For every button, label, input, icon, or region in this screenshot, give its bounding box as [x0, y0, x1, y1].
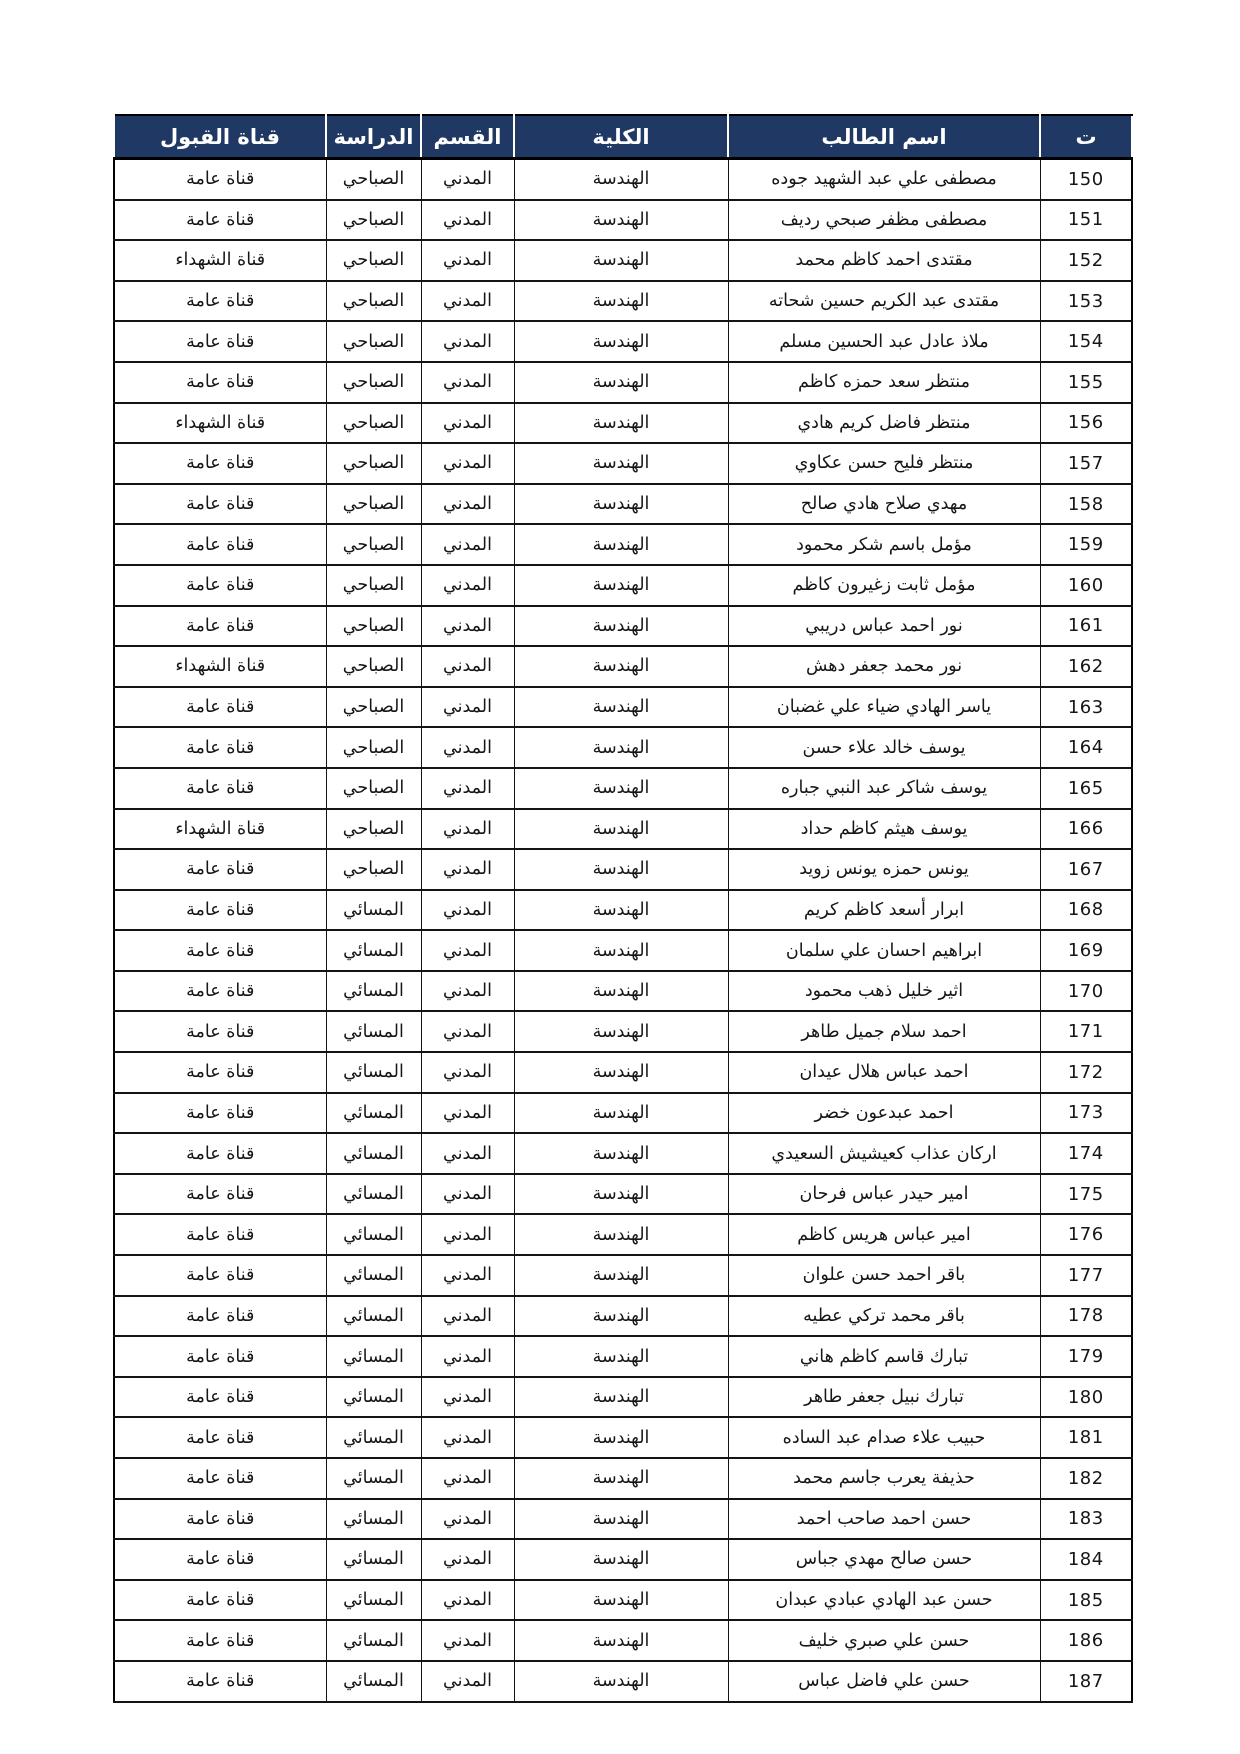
cell-serial: 162 — [1040, 646, 1132, 687]
cell-study: الصباحي — [326, 768, 421, 809]
cell-name: حسن عبد الهادي عبادي عبدان — [728, 1580, 1040, 1621]
table-row — [114, 1174, 1132, 1215]
cell-college: الهندسة — [514, 1133, 728, 1174]
cell-channel: قناة عامة — [114, 1011, 326, 1052]
cell-study: الصباحي — [326, 849, 421, 890]
cell-college: الهندسة — [514, 768, 728, 809]
cell-study: الصباحي — [326, 727, 421, 768]
cell-channel: قناة عامة — [114, 524, 326, 565]
cell-channel: قناة عامة — [114, 1539, 326, 1580]
cell-dept: المدني — [421, 1458, 514, 1499]
cell-serial: 158 — [1040, 484, 1132, 525]
cell-study: المسائي — [326, 1255, 421, 1296]
cell-name: حسن صالح مهدي جباس — [728, 1539, 1040, 1580]
cell-name: مهدي صلاح هادي صالح — [728, 484, 1040, 525]
cell-serial: 151 — [1040, 200, 1132, 241]
cell-college: الهندسة — [514, 1052, 728, 1093]
cell-channel: قناة عامة — [114, 443, 326, 484]
header-cell-serial: ت — [1040, 115, 1132, 159]
cell-name: حسن علي صبري خليف — [728, 1620, 1040, 1661]
cell-channel: قناة عامة — [114, 565, 326, 606]
cell-name: نور احمد عباس دريبي — [728, 606, 1040, 647]
cell-name: ابراهيم احسان علي سلمان — [728, 930, 1040, 971]
cell-name: يوسف شاكر عبد النبي جباره — [728, 768, 1040, 809]
cell-college: الهندسة — [514, 1174, 728, 1215]
cell-serial: 179 — [1040, 1336, 1132, 1377]
cell-name: حبيب علاء صدام عبد الساده — [728, 1417, 1040, 1458]
cell-dept: المدني — [421, 1336, 514, 1377]
header-cell-name: اسم الطالب — [728, 115, 1040, 159]
cell-study: المسائي — [326, 1296, 421, 1337]
cell-channel: قناة عامة — [114, 484, 326, 525]
cell-college: الهندسة — [514, 1296, 728, 1337]
cell-channel: قناة عامة — [114, 1458, 326, 1499]
cell-serial: 178 — [1040, 1296, 1132, 1337]
header-cell-study: الدراسة — [326, 115, 421, 159]
cell-name: ملاذ عادل عبد الحسين مسلم — [728, 321, 1040, 362]
cell-college: الهندسة — [514, 1011, 728, 1052]
cell-study: المسائي — [326, 1499, 421, 1540]
cell-serial: 170 — [1040, 971, 1132, 1012]
table-row — [114, 1580, 1132, 1621]
cell-study: الصباحي — [326, 443, 421, 484]
cell-college: الهندسة — [514, 1093, 728, 1134]
cell-dept: المدني — [421, 930, 514, 971]
cell-serial: 176 — [1040, 1214, 1132, 1255]
cell-dept: المدني — [421, 524, 514, 565]
cell-college: الهندسة — [514, 362, 728, 403]
table-row — [114, 1539, 1132, 1580]
cell-serial: 166 — [1040, 809, 1132, 850]
cell-college: الهندسة — [514, 443, 728, 484]
cell-college: الهندسة — [514, 565, 728, 606]
cell-study: المسائي — [326, 1580, 421, 1621]
cell-channel: قناة عامة — [114, 1620, 326, 1661]
cell-channel: قناة عامة — [114, 1661, 326, 1702]
cell-channel: قناة عامة — [114, 1133, 326, 1174]
cell-name: مصطفى مظفر صبحي رديف — [728, 200, 1040, 241]
cell-dept: المدني — [421, 1093, 514, 1134]
cell-study: الصباحي — [326, 606, 421, 647]
table-row — [114, 687, 1132, 728]
cell-study: المسائي — [326, 1417, 421, 1458]
cell-study: الصباحي — [326, 200, 421, 241]
cell-name: امير عباس هريس كاظم — [728, 1214, 1040, 1255]
cell-college: الهندسة — [514, 687, 728, 728]
cell-study: المسائي — [326, 971, 421, 1012]
cell-name: منتظر سعد حمزه كاظم — [728, 362, 1040, 403]
cell-dept: المدني — [421, 159, 514, 200]
cell-serial: 184 — [1040, 1539, 1132, 1580]
cell-name: تبارك قاسم كاظم هاني — [728, 1336, 1040, 1377]
cell-serial: 172 — [1040, 1052, 1132, 1093]
cell-name: احمد عبدعون خضر — [728, 1093, 1040, 1134]
cell-study: المسائي — [326, 1011, 421, 1052]
cell-dept: المدني — [421, 890, 514, 931]
cell-study: الصباحي — [326, 362, 421, 403]
cell-dept: المدني — [421, 321, 514, 362]
table-row — [114, 1052, 1132, 1093]
table-row — [114, 727, 1132, 768]
cell-dept: المدني — [421, 403, 514, 444]
cell-serial: 187 — [1040, 1661, 1132, 1702]
cell-serial: 174 — [1040, 1133, 1132, 1174]
cell-dept: المدني — [421, 1011, 514, 1052]
cell-dept: المدني — [421, 1499, 514, 1540]
cell-name: يوسف خالد علاء حسن — [728, 727, 1040, 768]
cell-serial: 173 — [1040, 1093, 1132, 1134]
cell-dept: المدني — [421, 200, 514, 241]
table-row — [114, 930, 1132, 971]
cell-name: اركان عذاب كعيشيش السعيدي — [728, 1133, 1040, 1174]
cell-study: الصباحي — [326, 687, 421, 728]
cell-study: المسائي — [326, 1539, 421, 1580]
table-row — [114, 565, 1132, 606]
cell-college: الهندسة — [514, 159, 728, 200]
cell-serial: 177 — [1040, 1255, 1132, 1296]
cell-study: الصباحي — [326, 281, 421, 322]
cell-dept: المدني — [421, 443, 514, 484]
cell-serial: 186 — [1040, 1620, 1132, 1661]
table-row — [114, 281, 1132, 322]
cell-dept: المدني — [421, 768, 514, 809]
cell-name: منتظر فليح حسن عكاوي — [728, 443, 1040, 484]
cell-channel: قناة عامة — [114, 1499, 326, 1540]
cell-channel: قناة عامة — [114, 1580, 326, 1621]
cell-college: الهندسة — [514, 524, 728, 565]
table-row — [114, 159, 1132, 200]
cell-channel: قناة عامة — [114, 362, 326, 403]
cell-study: المسائي — [326, 1133, 421, 1174]
cell-college: الهندسة — [514, 1458, 728, 1499]
cell-channel: قناة عامة — [114, 1174, 326, 1215]
cell-name: يونس حمزه يونس زويد — [728, 849, 1040, 890]
cell-channel: قناة عامة — [114, 687, 326, 728]
cell-college: الهندسة — [514, 240, 728, 281]
cell-serial: 152 — [1040, 240, 1132, 281]
table-row — [114, 849, 1132, 890]
cell-dept: المدني — [421, 971, 514, 1012]
cell-college: الهندسة — [514, 809, 728, 850]
cell-study: الصباحي — [326, 809, 421, 850]
cell-college: الهندسة — [514, 1336, 728, 1377]
cell-study: المسائي — [326, 1174, 421, 1215]
cell-serial: 180 — [1040, 1377, 1132, 1418]
table-row — [114, 443, 1132, 484]
table-row — [114, 1377, 1132, 1418]
cell-channel: قناة عامة — [114, 1417, 326, 1458]
cell-channel: قناة عامة — [114, 281, 326, 322]
cell-channel: قناة عامة — [114, 849, 326, 890]
cell-serial: 150 — [1040, 159, 1132, 200]
cell-channel: قناة عامة — [114, 1296, 326, 1337]
cell-dept: المدني — [421, 1580, 514, 1621]
cell-dept: المدني — [421, 281, 514, 322]
cell-college: الهندسة — [514, 200, 728, 241]
cell-serial: 185 — [1040, 1580, 1132, 1621]
cell-serial: 159 — [1040, 524, 1132, 565]
table-row — [114, 484, 1132, 525]
cell-college: الهندسة — [514, 403, 728, 444]
cell-name: حذيفة يعرب جاسم محمد — [728, 1458, 1040, 1499]
table-row — [114, 321, 1132, 362]
cell-study: المسائي — [326, 1377, 421, 1418]
header-cell-channel: قناة القبول — [114, 115, 326, 159]
cell-college: الهندسة — [514, 1580, 728, 1621]
cell-channel: قناة عامة — [114, 606, 326, 647]
cell-college: الهندسة — [514, 971, 728, 1012]
cell-college: الهندسة — [514, 1499, 728, 1540]
cell-name: ياسر الهادي ضياء علي غضبان — [728, 687, 1040, 728]
cell-study: المسائي — [326, 1661, 421, 1702]
table-row — [114, 1011, 1132, 1052]
table-row — [114, 1458, 1132, 1499]
table-header-row — [114, 115, 1132, 159]
cell-serial: 169 — [1040, 930, 1132, 971]
cell-channel: قناة الشهداء — [114, 403, 326, 444]
cell-serial: 181 — [1040, 1417, 1132, 1458]
cell-study: المسائي — [326, 1214, 421, 1255]
cell-serial: 171 — [1040, 1011, 1132, 1052]
cell-name: احمد عباس هلال عيدان — [728, 1052, 1040, 1093]
cell-channel: قناة عامة — [114, 1255, 326, 1296]
table-row — [114, 1296, 1132, 1337]
header-cell-dept: القسم — [421, 115, 514, 159]
table-row — [114, 768, 1132, 809]
table-row — [114, 1620, 1132, 1661]
cell-name: امير حيدر عباس فرحان — [728, 1174, 1040, 1215]
cell-channel: قناة عامة — [114, 890, 326, 931]
cell-college: الهندسة — [514, 727, 728, 768]
cell-serial: 161 — [1040, 606, 1132, 647]
cell-college: الهندسة — [514, 484, 728, 525]
cell-serial: 157 — [1040, 443, 1132, 484]
cell-dept: المدني — [421, 646, 514, 687]
cell-study: الصباحي — [326, 524, 421, 565]
cell-serial: 165 — [1040, 768, 1132, 809]
cell-name: تبارك نبيل جعفر طاهر — [728, 1377, 1040, 1418]
table-row — [114, 646, 1132, 687]
cell-dept: المدني — [421, 1255, 514, 1296]
cell-name: منتظر فاضل كريم هادي — [728, 403, 1040, 444]
cell-dept: المدني — [421, 809, 514, 850]
cell-dept: المدني — [421, 1214, 514, 1255]
cell-study: الصباحي — [326, 240, 421, 281]
cell-serial: 182 — [1040, 1458, 1132, 1499]
cell-dept: المدني — [421, 362, 514, 403]
cell-name: مقتدى احمد كاظم محمد — [728, 240, 1040, 281]
cell-channel: قناة عامة — [114, 1093, 326, 1134]
cell-study: المسائي — [326, 1336, 421, 1377]
table-body — [114, 159, 1132, 1702]
cell-serial: 154 — [1040, 321, 1132, 362]
cell-dept: المدني — [421, 1661, 514, 1702]
cell-channel: قناة الشهداء — [114, 809, 326, 850]
cell-name: باقر محمد تركي عطيه — [728, 1296, 1040, 1337]
cell-serial: 164 — [1040, 727, 1132, 768]
cell-college: الهندسة — [514, 606, 728, 647]
cell-name: باقر احمد حسن علوان — [728, 1255, 1040, 1296]
cell-college: الهندسة — [514, 890, 728, 931]
cell-channel: قناة الشهداء — [114, 646, 326, 687]
cell-serial: 163 — [1040, 687, 1132, 728]
cell-study: الصباحي — [326, 565, 421, 606]
cell-serial: 160 — [1040, 565, 1132, 606]
cell-dept: المدني — [421, 687, 514, 728]
cell-study: المسائي — [326, 890, 421, 931]
cell-channel: قناة عامة — [114, 321, 326, 362]
cell-serial: 183 — [1040, 1499, 1132, 1540]
cell-college: الهندسة — [514, 281, 728, 322]
cell-channel: قناة عامة — [114, 1052, 326, 1093]
cell-channel: قناة عامة — [114, 727, 326, 768]
cell-study: الصباحي — [326, 159, 421, 200]
cell-dept: المدني — [421, 606, 514, 647]
cell-channel: قناة الشهداء — [114, 240, 326, 281]
cell-serial: 175 — [1040, 1174, 1132, 1215]
cell-study: المسائي — [326, 1093, 421, 1134]
cell-name: يوسف هيثم كاظم حداد — [728, 809, 1040, 850]
cell-college: الهندسة — [514, 646, 728, 687]
cell-dept: المدني — [421, 849, 514, 890]
cell-college: الهندسة — [514, 1620, 728, 1661]
cell-study: الصباحي — [326, 403, 421, 444]
cell-dept: المدني — [421, 565, 514, 606]
table-row — [114, 809, 1132, 850]
cell-study: المسائي — [326, 1620, 421, 1661]
cell-serial: 153 — [1040, 281, 1132, 322]
cell-dept: المدني — [421, 1174, 514, 1215]
table-row — [114, 1214, 1132, 1255]
cell-name: مقتدى عبد الكريم حسين شحاته — [728, 281, 1040, 322]
cell-college: الهندسة — [514, 1255, 728, 1296]
cell-college: الهندسة — [514, 1214, 728, 1255]
cell-serial: 155 — [1040, 362, 1132, 403]
cell-dept: المدني — [421, 727, 514, 768]
cell-name: مصطفى علي عبد الشهيد جوده — [728, 159, 1040, 200]
cell-name: احمد سلام جميل طاهر — [728, 1011, 1040, 1052]
table-row — [114, 1336, 1132, 1377]
cell-serial: 156 — [1040, 403, 1132, 444]
cell-college: الهندسة — [514, 1539, 728, 1580]
cell-name: مؤمل باسم شكر محمود — [728, 524, 1040, 565]
cell-study: الصباحي — [326, 646, 421, 687]
cell-dept: المدني — [421, 1377, 514, 1418]
cell-channel: قناة عامة — [114, 1336, 326, 1377]
cell-name: اثير خليل ذهب محمود — [728, 971, 1040, 1012]
cell-serial: 168 — [1040, 890, 1132, 931]
cell-channel: قناة عامة — [114, 1214, 326, 1255]
cell-dept: المدني — [421, 1620, 514, 1661]
cell-channel: قناة عامة — [114, 971, 326, 1012]
cell-college: الهندسة — [514, 1661, 728, 1702]
cell-channel: قناة عامة — [114, 930, 326, 971]
table-row — [114, 240, 1132, 281]
table-row — [114, 1417, 1132, 1458]
cell-study: الصباحي — [326, 321, 421, 362]
cell-name: حسن علي فاضل عباس — [728, 1661, 1040, 1702]
cell-dept: المدني — [421, 240, 514, 281]
cell-college: الهندسة — [514, 321, 728, 362]
cell-dept: المدني — [421, 1539, 514, 1580]
table-row — [114, 403, 1132, 444]
students-table — [113, 114, 1133, 1703]
cell-study: المسائي — [326, 1458, 421, 1499]
cell-dept: المدني — [421, 1052, 514, 1093]
table-row — [114, 890, 1132, 931]
header-cell-college: الكلية — [514, 115, 728, 159]
cell-name: ابرار أسعد كاظم كريم — [728, 890, 1040, 931]
cell-channel: قناة عامة — [114, 200, 326, 241]
cell-study: المسائي — [326, 1052, 421, 1093]
cell-college: الهندسة — [514, 1417, 728, 1458]
table-row — [114, 606, 1132, 647]
cell-dept: المدني — [421, 484, 514, 525]
cell-channel: قناة عامة — [114, 159, 326, 200]
cell-college: الهندسة — [514, 849, 728, 890]
cell-dept: المدني — [421, 1296, 514, 1337]
table-row — [114, 1093, 1132, 1134]
cell-college: الهندسة — [514, 930, 728, 971]
table-row — [114, 524, 1132, 565]
table-row — [114, 200, 1132, 241]
cell-channel: قناة عامة — [114, 768, 326, 809]
cell-name: مؤمل ثابت زغيرون كاظم — [728, 565, 1040, 606]
cell-serial: 167 — [1040, 849, 1132, 890]
cell-study: المسائي — [326, 930, 421, 971]
cell-name: حسن احمد صاحب احمد — [728, 1499, 1040, 1540]
table-row — [114, 1255, 1132, 1296]
cell-channel: قناة عامة — [114, 1377, 326, 1418]
table-row — [114, 971, 1132, 1012]
cell-study: الصباحي — [326, 484, 421, 525]
cell-dept: المدني — [421, 1417, 514, 1458]
table-row — [114, 1133, 1132, 1174]
table-row — [114, 1499, 1132, 1540]
cell-name: نور محمد جعفر دهش — [728, 646, 1040, 687]
cell-dept: المدني — [421, 1133, 514, 1174]
table-row — [114, 362, 1132, 403]
cell-college: الهندسة — [514, 1377, 728, 1418]
table-row — [114, 1661, 1132, 1702]
